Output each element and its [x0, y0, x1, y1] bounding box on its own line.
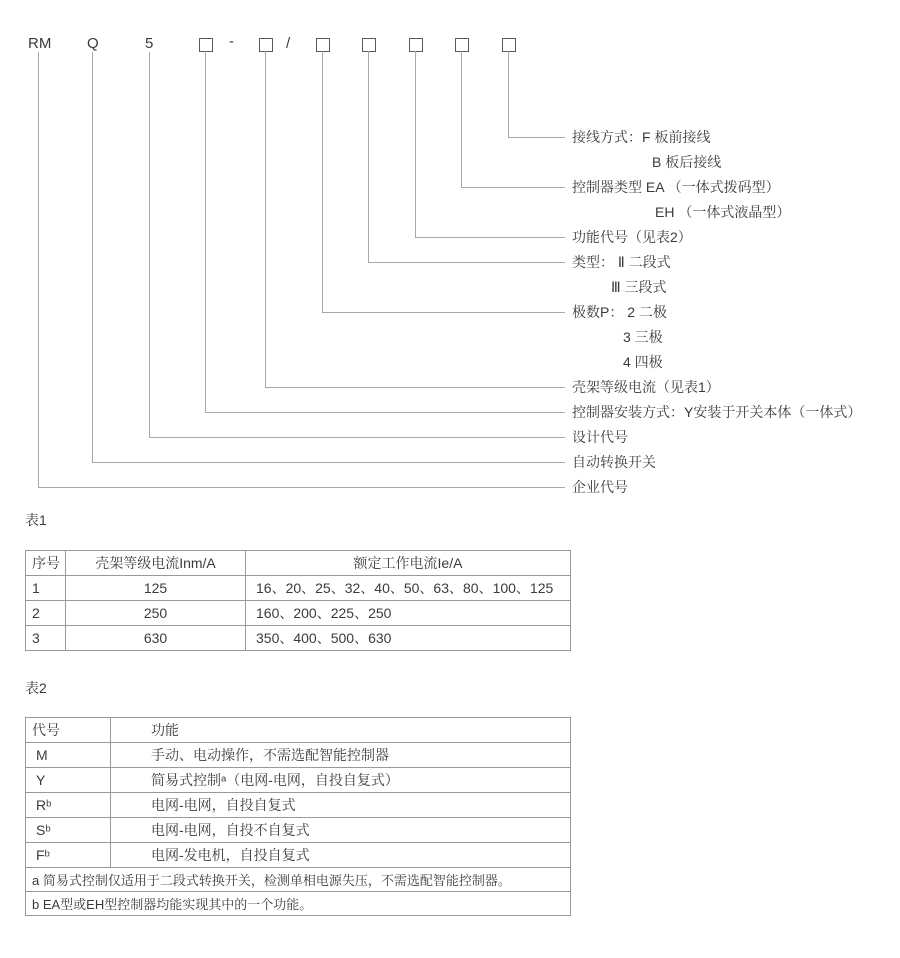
model-code-slash: /: [286, 35, 291, 52]
model-code-box-function: [409, 38, 423, 52]
leader-hline-function: [415, 237, 565, 238]
label-controller-type-eh: EH （一体式液晶型）: [655, 204, 791, 220]
table1-cell: 2: [26, 601, 66, 626]
model-code-dash: -: [229, 33, 234, 50]
table1-cell: 16、20、25、32、40、50、63、80、100、125: [246, 576, 571, 601]
table2-footnote-a: a 简易式控制仅适用于二段式转换开关，检测单相电源失压，不需选配智能控制器。: [26, 868, 571, 892]
table1-cell: 125: [66, 576, 246, 601]
leader-vline-design: [149, 52, 150, 437]
table1-cell: 350、400、500、630: [246, 626, 571, 651]
table1-row: [26, 576, 571, 601]
table1-cell: 1: [26, 576, 66, 601]
table1-header-row: [26, 551, 571, 576]
model-code-char-5: 5: [145, 35, 154, 52]
table2-cell-function: 电网-发电机，自投自复式: [111, 843, 571, 868]
table1-cell: 250: [66, 601, 246, 626]
leader-vline-controller: [461, 51, 462, 187]
table2-footnote-row: [26, 892, 571, 916]
label-type-two-step: 类型： Ⅱ 二段式: [572, 254, 671, 270]
table2-header-function: 功能: [111, 718, 571, 743]
table2-row: [26, 843, 571, 868]
table1-cell: 630: [66, 626, 246, 651]
leader-hline-company: [38, 487, 565, 488]
table2-cell-function: 电网-电网，自投不自复式: [111, 818, 571, 843]
label-wiring-method: 接线方式：F 板前接线: [572, 129, 711, 145]
model-code-box-controller: [455, 38, 469, 52]
table1-header-frame-current: 壳架等级电流Inm/A: [66, 551, 246, 576]
leader-vline-company: [38, 52, 39, 487]
table2-row: [26, 768, 571, 793]
model-code-box-mount: [199, 38, 213, 52]
model-code-box-type: [362, 38, 376, 52]
table2-row: [26, 818, 571, 843]
leader-vline-type: [368, 51, 369, 262]
model-code-box-wiring: [502, 38, 516, 52]
leader-vline-ats: [92, 52, 93, 462]
table2-header-code: 代号: [26, 718, 111, 743]
table1-caption: 表1: [25, 512, 47, 528]
model-code-prefix: RM: [28, 35, 52, 52]
table1-cell: 160、200、225、250: [246, 601, 571, 626]
table2-footnote-b: b EA型或EH型控制器均能实现其中的一个功能。: [26, 892, 571, 916]
leader-vline-wiring: [508, 51, 509, 137]
model-code-box-frame: [259, 38, 273, 52]
table1-cell: 3: [26, 626, 66, 651]
label-company-code: 企业代号: [572, 479, 628, 495]
table2-cell-code: Y: [26, 768, 111, 793]
table2-header-row: [26, 718, 571, 743]
leader-vline-function: [415, 51, 416, 237]
table1-row: [26, 601, 571, 626]
leader-hline-design: [149, 437, 565, 438]
label-poles-4: 4 四极: [623, 354, 663, 370]
model-code-char-q: Q: [87, 35, 99, 52]
leader-hline-poles: [322, 312, 565, 313]
leader-hline-ats: [92, 462, 565, 463]
table2-cell-code: Sᵇ: [26, 818, 111, 843]
leader-hline-wiring: [508, 137, 565, 138]
leader-hline-frame: [265, 387, 565, 388]
table2-caption: 表2: [25, 680, 47, 696]
leader-vline-frame: [265, 51, 266, 387]
table1-row: [26, 626, 571, 651]
label-auto-transfer-switch: 自动转换开关: [572, 454, 656, 470]
table2: [25, 717, 571, 916]
label-design-code: 设计代号: [572, 429, 628, 445]
label-type-three-step: Ⅲ 三段式: [611, 279, 667, 295]
table2-row: [26, 793, 571, 818]
leader-vline-poles: [322, 51, 323, 312]
label-controller-mount: 控制器安装方式：Y安装于开关本体（一体式）: [572, 404, 862, 420]
table1-header-rated-current: 额定工作电流Ie/A: [246, 551, 571, 576]
table2-cell-code: M: [26, 743, 111, 768]
leader-hline-controller: [461, 187, 565, 188]
label-wiring-method-b: B 板后接线: [652, 154, 722, 170]
table2-cell-code: Fᵇ: [26, 843, 111, 868]
table2-cell-function: 电网-电网，自投自复式: [111, 793, 571, 818]
label-function-code: 功能代号（见表2）: [572, 229, 692, 245]
leader-hline-mount: [205, 412, 565, 413]
label-poles-2: 极数P： 2 二极: [572, 304, 667, 320]
table2-footnote-row: [26, 868, 571, 892]
table1-header-index: 序号: [26, 551, 66, 576]
leader-hline-type: [368, 262, 565, 263]
model-code-box-poles: [316, 38, 330, 52]
label-frame-current: 壳架等级电流（见表1）: [572, 379, 720, 395]
table2-row: [26, 743, 571, 768]
table2-cell-function: 简易式控制ᵃ（电网-电网，自投自复式）: [111, 768, 571, 793]
leader-vline-mount: [205, 51, 206, 412]
label-poles-3: 3 三极: [623, 329, 663, 345]
table2-cell-code: Rᵇ: [26, 793, 111, 818]
label-controller-type-ea: 控制器类型 EA （一体式拨码型）: [572, 179, 780, 195]
table2-cell-function: 手动、电动操作，不需选配智能控制器: [111, 743, 571, 768]
table1: [25, 550, 571, 651]
